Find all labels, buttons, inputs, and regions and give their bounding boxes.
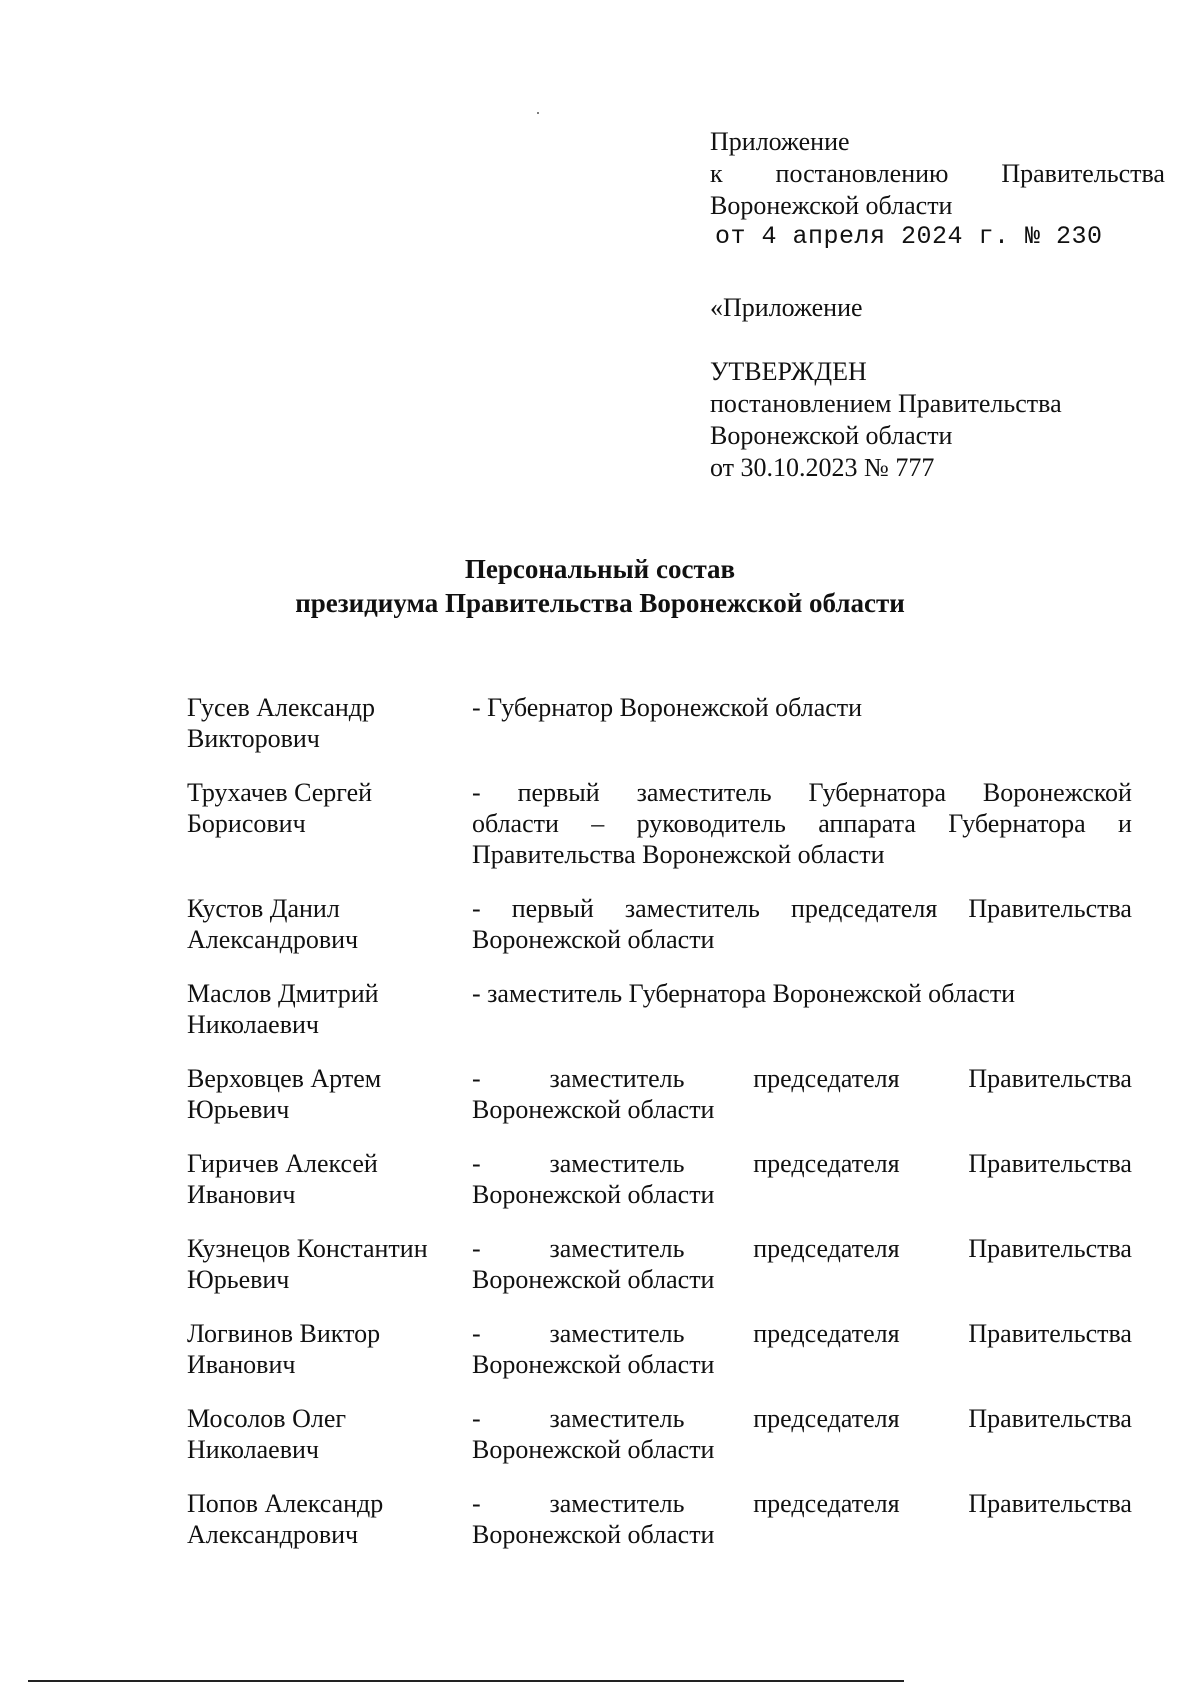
- member-role-line: области – руководитель аппарата Губернатора и: [472, 809, 1132, 838]
- member-name: [187, 1148, 472, 1210]
- member-role-line: Правительства Воронежской области: [472, 840, 885, 869]
- member-row: [187, 1148, 1132, 1210]
- member-name: [187, 692, 472, 754]
- member-role-line: Воронежской области: [472, 1520, 715, 1549]
- member-row: [187, 1403, 1132, 1465]
- member-role: [472, 978, 1132, 1040]
- member-role-line: - первый заместитель председателя Правительства: [472, 894, 1132, 923]
- member-role-line: Воронежской области: [472, 1265, 715, 1294]
- member-role-line: Воронежской области: [472, 1435, 715, 1464]
- member-name: [187, 978, 472, 1040]
- member-role: [472, 1233, 1132, 1295]
- member-patronymic: Николаевич: [187, 1010, 319, 1039]
- quote-appendix-title: «Приложение: [710, 293, 863, 322]
- member-role: [472, 1403, 1132, 1465]
- appendix-header: [710, 126, 1165, 252]
- member-patronymic: Иванович: [187, 1180, 296, 1209]
- member-name: [187, 1063, 472, 1125]
- scan-speck: [537, 112, 539, 114]
- member-patronymic: Николаевич: [187, 1435, 319, 1464]
- member-role-line: Воронежской области: [472, 925, 715, 954]
- member-row: [187, 777, 1132, 870]
- member-role: [472, 777, 1132, 870]
- member-name: [187, 1403, 472, 1465]
- member-surname-name: Логвинов Виктор: [187, 1319, 381, 1348]
- member-patronymic: Викторович: [187, 724, 320, 753]
- member-role-line: - первый заместитель Губернатора Воронежской: [472, 778, 1132, 807]
- member-row: [187, 1063, 1132, 1125]
- member-name: [187, 1233, 472, 1295]
- member-patronymic: Александрович: [187, 925, 359, 954]
- member-patronymic: Александрович: [187, 1520, 359, 1549]
- member-row: [187, 978, 1132, 1040]
- member-patronymic: Юрьевич: [187, 1095, 290, 1124]
- member-role-line: Воронежской области: [472, 1180, 715, 1209]
- member-name: [187, 893, 472, 955]
- member-surname-name: Гиричев Алексей: [187, 1149, 378, 1178]
- member-role-line: - заместитель председателя Правительства: [472, 1319, 1132, 1348]
- member-role-line: - Губернатор Воронежской области: [472, 693, 863, 722]
- member-surname-name: Кустов Данил: [187, 894, 340, 923]
- member-surname-name: Мосолов Олег: [187, 1404, 347, 1433]
- appendix-title: Приложение: [710, 127, 850, 156]
- member-surname-name: Кузнецов Константин: [187, 1234, 428, 1263]
- member-patronymic: Юрьевич: [187, 1265, 290, 1294]
- member-role: [472, 692, 1132, 754]
- footer-rule: [28, 1680, 904, 1682]
- member-role: [472, 893, 1132, 955]
- member-role-line: - заместитель председателя Правительства: [472, 1064, 1132, 1093]
- approved-region: Воронежской области: [710, 421, 953, 450]
- members-list: [187, 692, 1132, 1573]
- member-name: [187, 1488, 472, 1550]
- approved-label: УТВЕРЖДЕН: [710, 357, 867, 386]
- member-role: [472, 1148, 1132, 1210]
- member-surname-name: Трухачев Сергей: [187, 778, 373, 807]
- member-role-line: - заместитель председателя Правительства: [472, 1404, 1132, 1433]
- member-patronymic: Борисович: [187, 809, 306, 838]
- member-role: [472, 1318, 1132, 1380]
- title-line-1: Персональный состав: [464, 554, 736, 584]
- appendix-to-word-2: постановлению: [775, 159, 949, 188]
- member-role-line: - заместитель председателя Правительства: [472, 1489, 1132, 1518]
- member-name: [187, 1318, 472, 1380]
- member-surname-name: Верховцев Артем: [187, 1064, 382, 1093]
- member-role-line: - заместитель председателя Правительства: [472, 1149, 1132, 1178]
- member-role-line: Воронежской области: [472, 1095, 715, 1124]
- document-title: [0, 552, 1200, 620]
- member-row: [187, 1318, 1132, 1380]
- member-role: [472, 1488, 1132, 1550]
- member-row: [187, 1233, 1132, 1295]
- title-line-2: президиума Правительства Воронежской области: [295, 588, 905, 618]
- appendix-to-line: [710, 158, 1165, 190]
- appendix-to-word-1: к: [710, 159, 723, 188]
- approval-block: [710, 292, 1165, 484]
- member-row: [187, 1488, 1132, 1550]
- member-role: [472, 1063, 1132, 1125]
- appendix-date-number: от 4 апреля 2024 г. № 230: [715, 222, 1103, 251]
- member-name: [187, 777, 472, 870]
- member-surname-name: Попов Александр: [187, 1489, 384, 1518]
- member-surname-name: Гусев Александр: [187, 693, 376, 722]
- member-patronymic: Иванович: [187, 1350, 296, 1379]
- member-role-line: Воронежской области: [472, 1350, 715, 1379]
- member-surname-name: Маслов Дмитрий: [187, 979, 379, 1008]
- appendix-region: Воронежской области: [710, 191, 953, 220]
- approved-by-resolution: постановлением Правительства: [710, 389, 1062, 418]
- approved-date-number: от 30.10.2023 № 777: [710, 453, 935, 482]
- appendix-to-word-3: Правительства: [1001, 159, 1165, 188]
- member-role-line: - заместитель Губернатора Воронежской области: [472, 979, 1016, 1008]
- member-row: [187, 692, 1132, 754]
- member-role-line: - заместитель председателя Правительства: [472, 1234, 1132, 1263]
- member-row: [187, 893, 1132, 955]
